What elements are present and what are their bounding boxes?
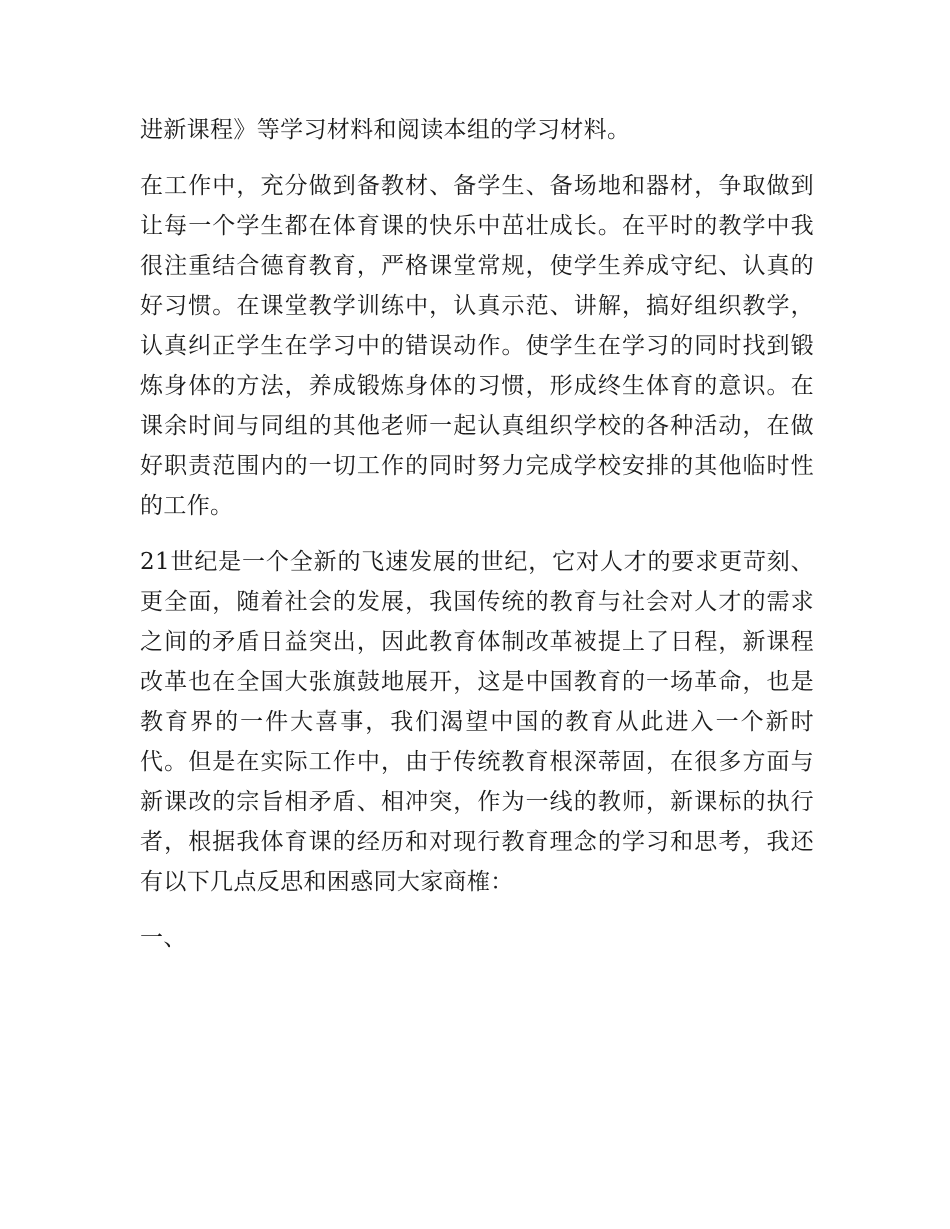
document-body [140, 110, 814, 974]
paragraph-4-section-heading: 一、 [140, 925, 187, 951]
paragraph-3: 21世纪是一个全新的飞速发展的世纪，它对人才的要求更苛刻、更全面，随着社会的发展，我国传统的教育与社会对人才的需求之间的矛盾日益突出，因此教育体制改革被提上了日程，新课程改革也在全国大张旗鼓地展开，这是中国教育的一场革命，也是教育界的一件大喜事，我们渴望中国的教育从此进入一个新时代。但是在实际工作中，由于传统教育根深蒂固，在很多方面与新课改的宗旨相矛盾、相冲突，作为一线的教师，新课标的执行者，根据我体育课的经历和对现行教育理念的学习和思考，我还有以下几点反思和困惑同大家商榷： [140, 549, 814, 895]
paragraph-2: 在工作中，充分做到备教材、备学生、备场地和器材，争取做到让每一个学生都在体育课的快乐中茁壮成长。在平时的教学中我很注重结合德育教育，严格课堂常规，使学生养成守纪、认真的好习惯。在课堂教学训练中，认真示范、讲解，搞好组织教学，认真纠正学生在学习中的错误动作。使学生在学习的同时找到锻炼身体的方法，养成锻炼身体的习惯，形成终生体育的意识。在课余时间与同组的其他老师一起认真组织学校的各种活动，在做好职责范围内的一切工作的同时努力完成学校安排的其他临时性的工作。 [140, 173, 814, 519]
paragraph-1: 进新课程》等学习材料和阅读本组的学习材料。 [140, 117, 631, 143]
